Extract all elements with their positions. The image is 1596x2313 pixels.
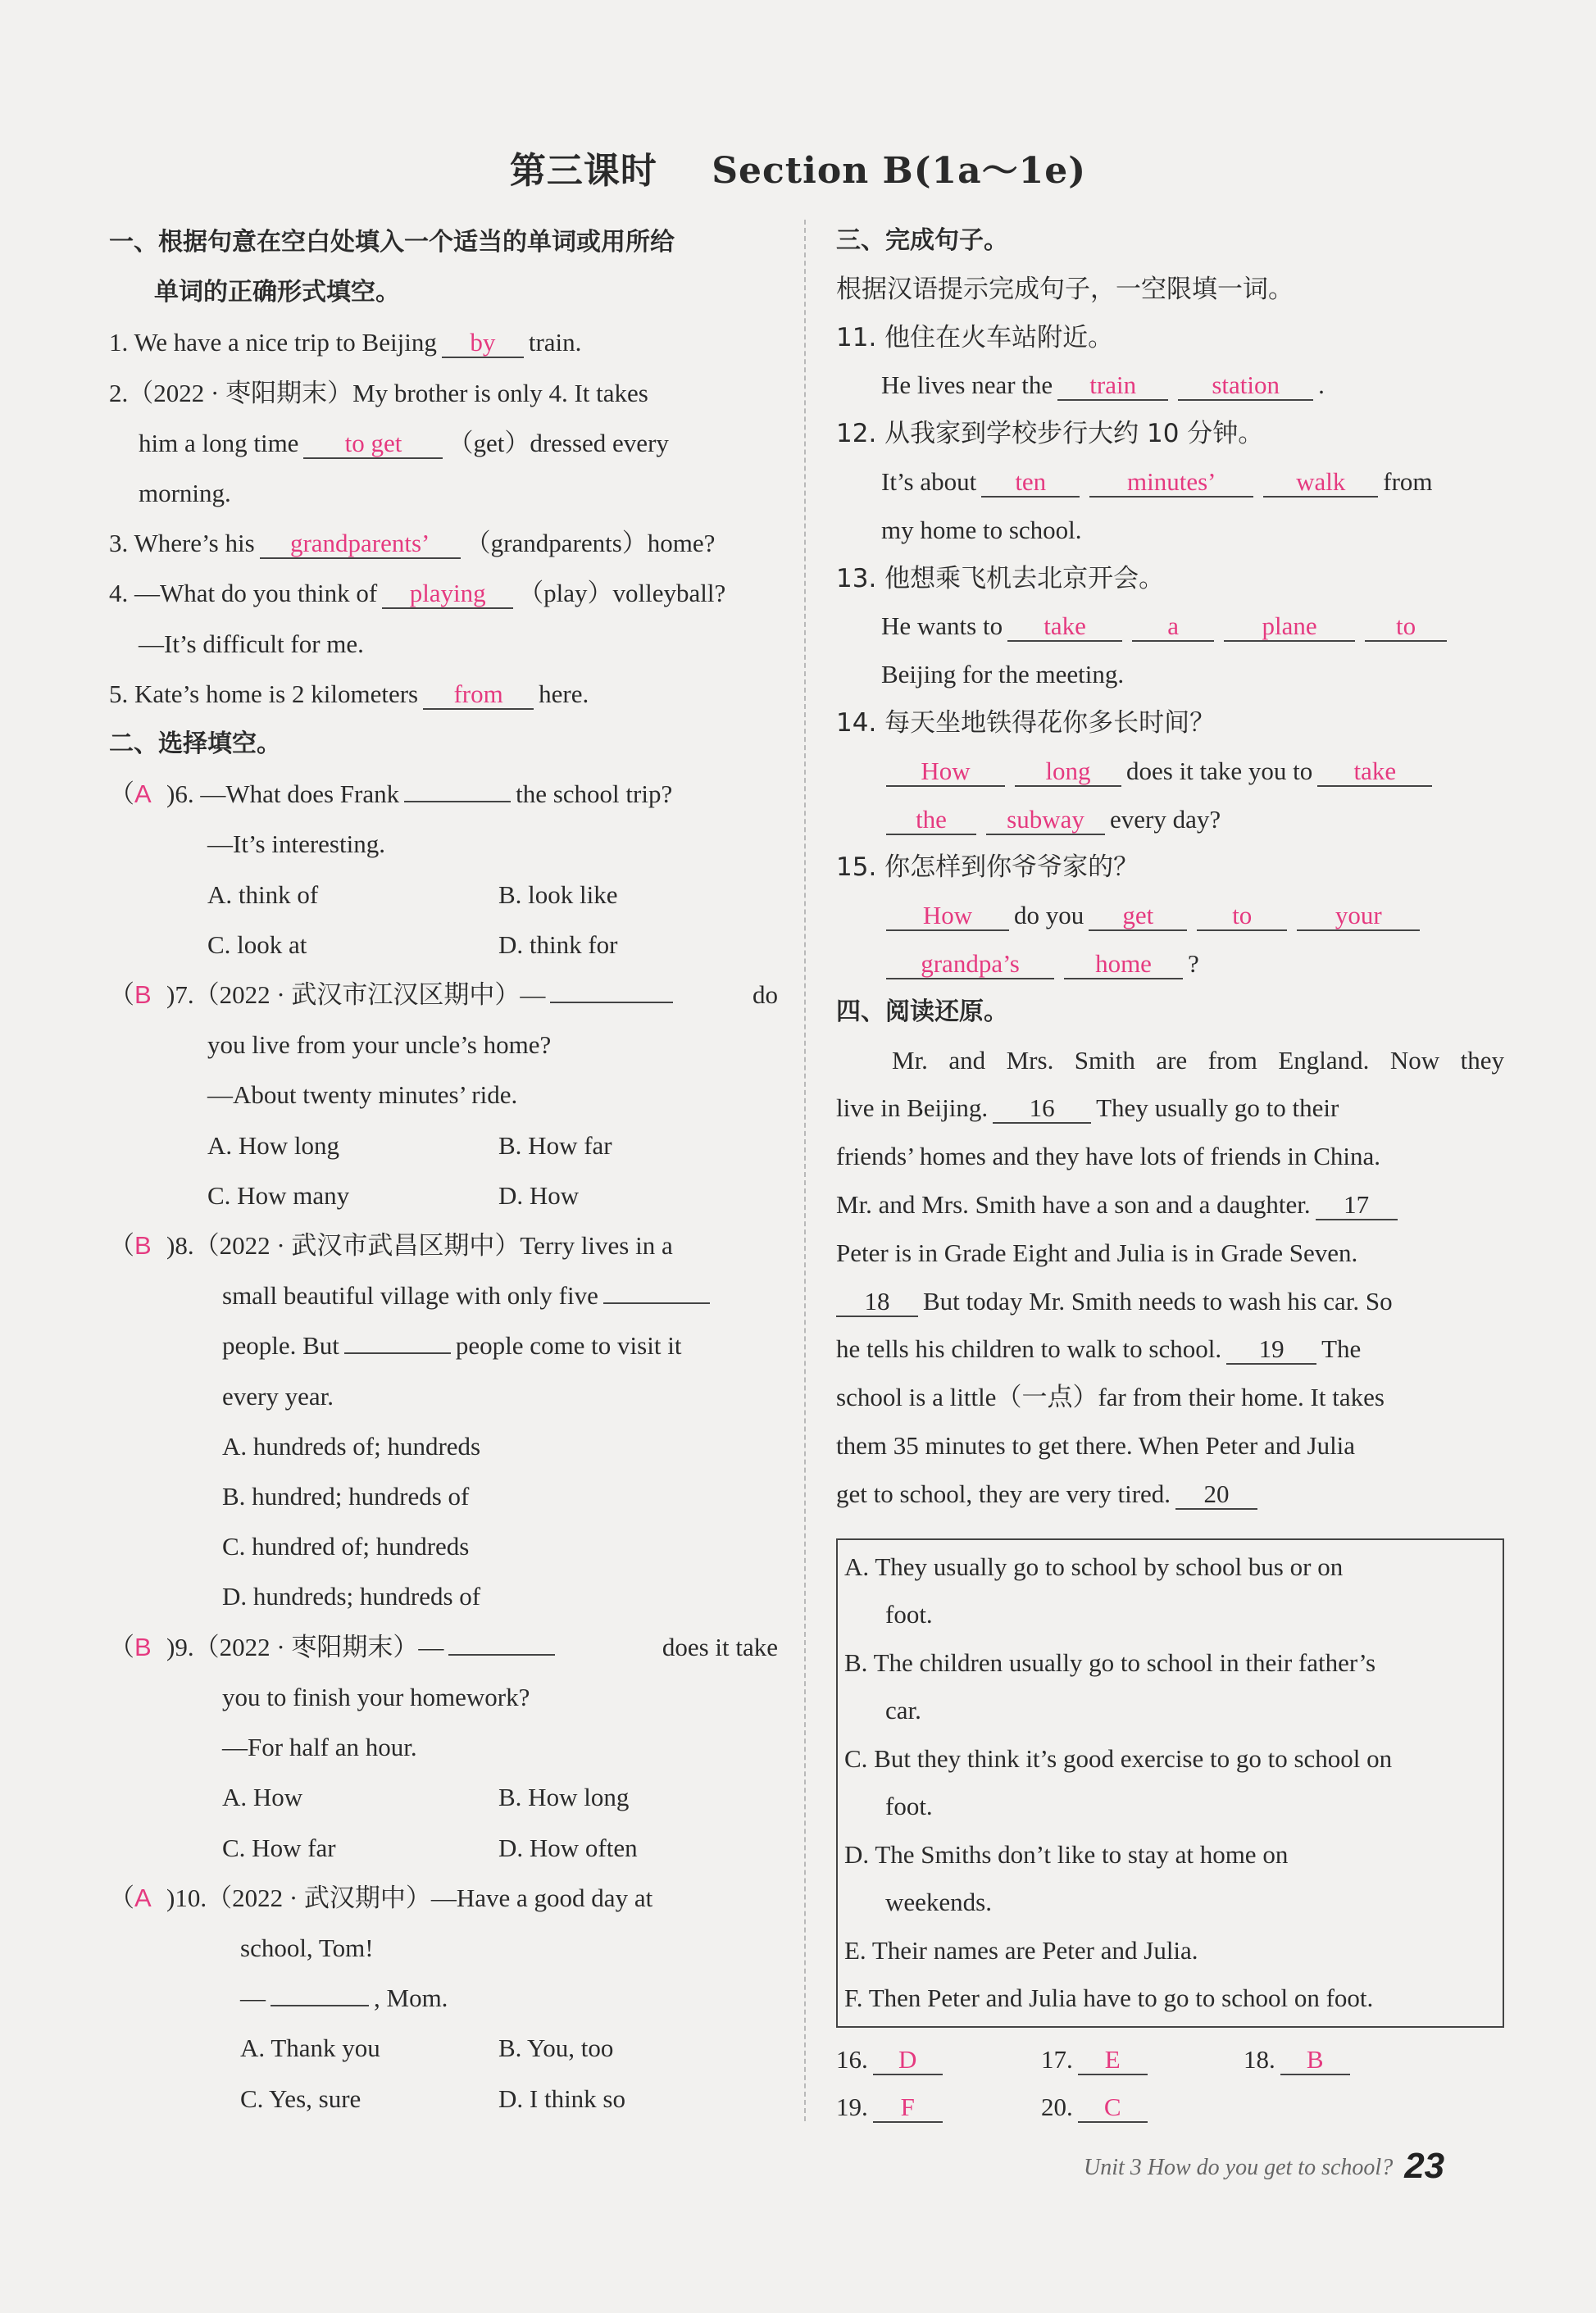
answer-blank: walk [1263, 468, 1378, 498]
option-d: D. The Smiths don’t like to stay at home on [844, 1839, 1289, 1869]
question-blank [271, 2005, 369, 2006]
answer-blank: plane [1224, 612, 1355, 642]
choice-answer: B [134, 1231, 152, 1261]
answer-blank: D [873, 2046, 943, 2075]
passage-line: live in Beijing. 16 They usually go to their [836, 1093, 1339, 1123]
answer-blank: ten [981, 468, 1080, 498]
question-14-cont: the subway every day? [836, 796, 1504, 844]
question-4: 4. —What do you think of playing （play）volleyball? [109, 579, 726, 608]
options-box [836, 1538, 1504, 2028]
question-15-cont: grandpa’s home ? [836, 940, 1504, 988]
answer-blank: your [1297, 902, 1420, 931]
question-10-options-ab [109, 2023, 778, 2073]
option-b: B. hundred; hundreds of [222, 1482, 470, 1511]
passage-blank: 17 [1316, 1191, 1398, 1220]
option-a: A. Thank you [240, 2034, 380, 2063]
question-3: 3. Where’s his grandparents’ （grandparents）home? [109, 529, 716, 558]
option-d: D. I think so [498, 2084, 625, 2113]
option-b: B. You, too [498, 2034, 614, 2063]
option-c: C. How many [207, 1180, 350, 1210]
question-15: How do you get to your [836, 892, 1504, 940]
question-13: He wants to take a plane to [836, 602, 1504, 651]
choice-answer: B [134, 980, 152, 1010]
option-a: A. They usually go to school by school bus or on [844, 1552, 1344, 1581]
question-9-cont: you to finish your homework? [222, 1682, 530, 1711]
question-10-cont: school, Tom! [240, 1933, 374, 1962]
question-8-cont3: every year. [222, 1381, 334, 1411]
passage-line: school is a little（一点）far from their home. It takes [836, 1383, 1385, 1412]
answer-blank: station [1178, 371, 1313, 401]
option-c: C. look at [207, 929, 307, 959]
question-6-options-cd [109, 920, 778, 970]
answer-blank: minutes’ [1089, 468, 1253, 498]
question-14: How long does it take you to take [836, 748, 1504, 796]
option-a: A. hundreds of; hundreds [222, 1431, 481, 1461]
question-9-reply: —For half an hour. [222, 1733, 417, 1762]
answer-blank: take [1317, 757, 1432, 787]
option-b: B. look like [498, 879, 618, 909]
section-1-heading-cont: 单词的正确形式填空。 [154, 278, 400, 307]
question-2: 2.（2022 · 枣阳期末）My brother is only 4. It takes [109, 378, 648, 407]
answer-blank: the [886, 806, 976, 835]
answer-blank: C [1078, 2093, 1148, 2123]
question-blank [404, 801, 511, 802]
question-7-options-cd [109, 1170, 778, 1220]
question-8: （B )8.（2022 · 武汉市武昌区期中）Terry lives in a [109, 1231, 673, 1261]
answer-blank: to get [303, 429, 443, 459]
answer-blank: B [1280, 2046, 1350, 2075]
passage-line: get to school, they are very tired. 20 [836, 1470, 1504, 1519]
option-a: A. How long [207, 1130, 340, 1160]
passage-line: Mr. and Mrs. Smith have a son and a daughter. 17 [836, 1181, 1504, 1229]
question-14-prompt: 14. 每天坐地铁得花你多长时间？ [836, 707, 1216, 738]
answer-blank: How [886, 757, 1005, 787]
answer-blank: playing [382, 579, 513, 609]
option-b-cont: car. [885, 1696, 921, 1725]
section-2-heading: 二、选择填空。 [109, 729, 281, 759]
answer-blank: grandpa’s [886, 950, 1054, 979]
page-footer [1084, 2146, 1444, 2187]
question-15-prompt: 15. 你怎样到你爷爷家的？ [836, 852, 1139, 883]
question-9: （B )9.（2022 · 枣阳期末）— does it take [109, 1632, 778, 1661]
question-1: 1. We have a nice trip to Beijing by train. [109, 328, 582, 357]
title-en: Section B(1a～1e) [712, 150, 1087, 192]
section-3-instructions: 根据汉语提示完成句子，一空限填一词。 [836, 274, 1294, 304]
question-7: （B )7.（2022 · 武汉市江汉区期中）— do [109, 980, 778, 1010]
question-9-options-ab [109, 1772, 778, 1822]
page-number: 23 [1404, 2146, 1445, 2186]
question-11: He lives near the train station . [881, 370, 1325, 400]
option-c-cont: foot. [885, 1792, 933, 1821]
footer-unit-title: Unit 3 How do you get to school? [1084, 2155, 1394, 2180]
answer-blank: long [1015, 757, 1121, 787]
option-f: F. Then Peter and Julia have to go to school on foot. [844, 1984, 1374, 2013]
question-6-reply: —It’s interesting. [207, 829, 385, 859]
option-d-cont: weekends. [885, 1888, 992, 1917]
passage-line: them 35 minutes to get there. When Peter and Julia [836, 1430, 1356, 1460]
choice-answer: A [134, 779, 152, 809]
answer-blank: E [1078, 2046, 1148, 2075]
question-7-options-ab [109, 1120, 778, 1170]
question-6: （A )6. —What does Frank the school trip? [109, 779, 673, 809]
right-column [836, 217, 1504, 2132]
question-12: It’s about ten minutes’ walk from [881, 466, 1433, 496]
question-13-cont: Beijing for the meeting. [881, 660, 1125, 689]
option-a: A. think of [207, 879, 319, 909]
question-8-cont2: people. But people come to visit it [222, 1331, 682, 1361]
title-cn: 第三课时 [509, 150, 657, 192]
answer-blank: grandparents’ [260, 529, 461, 559]
option-a: A. How [222, 1783, 303, 1812]
passage-blank: 20 [1175, 1480, 1257, 1510]
choice-answer: B [134, 1632, 152, 1661]
question-4-reply: —It’s difficult for me. [139, 629, 364, 658]
left-column [109, 217, 778, 2124]
question-9-options-cd [109, 1823, 778, 1873]
option-c: C. Yes, sure [240, 2084, 361, 2113]
passage-line: Peter is in Grade Eight and Julia is in Grade Seven. [836, 1238, 1358, 1267]
question-10-reply: — , Mom. [240, 1984, 448, 2013]
option-d: D. hundreds; hundreds of [222, 1582, 481, 1611]
answer-blank: How [886, 902, 1009, 931]
question-blank [344, 1352, 451, 1354]
answer-blank: home [1064, 950, 1183, 979]
option-a-cont: foot. [885, 1600, 933, 1629]
option-c: C. How far [222, 1833, 336, 1862]
passage-line: 18 But today Mr. Smith needs to wash his car. So [836, 1278, 1504, 1326]
question-13-prompt: 13. 他想乘飞机去北京开会。 [836, 563, 1165, 593]
answer-blank: train [1057, 371, 1168, 401]
question-2-cont: him a long time to get （get）dressed every [139, 428, 669, 457]
passage-blank: 19 [1226, 1335, 1316, 1365]
option-e: E. Their names are Peter and Julia. [844, 1935, 1198, 1965]
question-5: 5. Kate’s home is 2 kilometers from here. [109, 679, 589, 708]
option-c: C. But they think it’s good exercise to go to school on [844, 1743, 1393, 1773]
passage-line: he tells his children to walk to school. 19 The [836, 1334, 1362, 1364]
answer-blank: get [1089, 902, 1187, 931]
question-12-cont: my home to school. [881, 515, 1082, 544]
answer-row-1: 16. D 17. E 18. B [836, 2036, 1504, 2084]
page-title [0, 141, 1596, 193]
question-6-options-ab [109, 870, 778, 920]
option-b: B. The children usually go to school in their father’s [844, 1647, 1376, 1677]
option-d: D. think for [498, 929, 618, 959]
answer-blank: from [423, 680, 534, 710]
answer-row-2: 19. F 20. C [836, 2084, 1504, 2132]
passage-line: Mr. and Mrs. Smith are from England. Now they [892, 1045, 1504, 1075]
question-blank [550, 1002, 673, 1003]
section-1-heading: 一、根据句意在空白处填入一个适当的单词或用所给 [109, 228, 675, 257]
option-d: D. How [498, 1180, 580, 1210]
passage-line: friends’ homes and they have lots of friends in China. [836, 1142, 1381, 1171]
answer-blank: take [1007, 612, 1122, 642]
answer-blank: F [873, 2093, 943, 2123]
option-b: B. How far [498, 1130, 612, 1160]
question-12-prompt: 12. 从我家到学校步行大约 10 分钟。 [836, 419, 1264, 449]
question-2-cont2: morning. [139, 479, 231, 508]
question-blank [448, 1654, 555, 1656]
question-7-reply: —About twenty minutes’ ride. [207, 1080, 518, 1110]
section-4-heading: 四、阅读还原。 [836, 997, 1008, 1026]
question-10-options-cd [109, 2074, 778, 2124]
column-divider [804, 220, 806, 2121]
passage-blank: 18 [836, 1288, 918, 1317]
option-d: D. How often [498, 1833, 638, 1862]
answer-blank: subway [986, 806, 1105, 835]
option-c: C. hundred of; hundreds [222, 1532, 470, 1561]
section-3-heading: 三、完成句子。 [836, 226, 1008, 255]
answer-blank: a [1132, 612, 1214, 642]
choice-answer: A [134, 1883, 152, 1912]
question-8-cont: small beautiful village with only five [109, 1270, 778, 1320]
question-7-cont: you live from your uncle’s home? [207, 1030, 552, 1060]
question-10: （A )10.（2022 · 武汉期中）—Have a good day at [109, 1883, 653, 1912]
question-11-prompt: 11. 他住在火车站附近。 [836, 322, 1114, 352]
answer-blank: to [1365, 612, 1447, 642]
answer-blank: by [442, 329, 524, 358]
option-b: B. How long [498, 1783, 630, 1812]
passage-blank: 16 [993, 1094, 1091, 1124]
answer-blank: to [1197, 902, 1287, 931]
question-blank [603, 1302, 710, 1304]
